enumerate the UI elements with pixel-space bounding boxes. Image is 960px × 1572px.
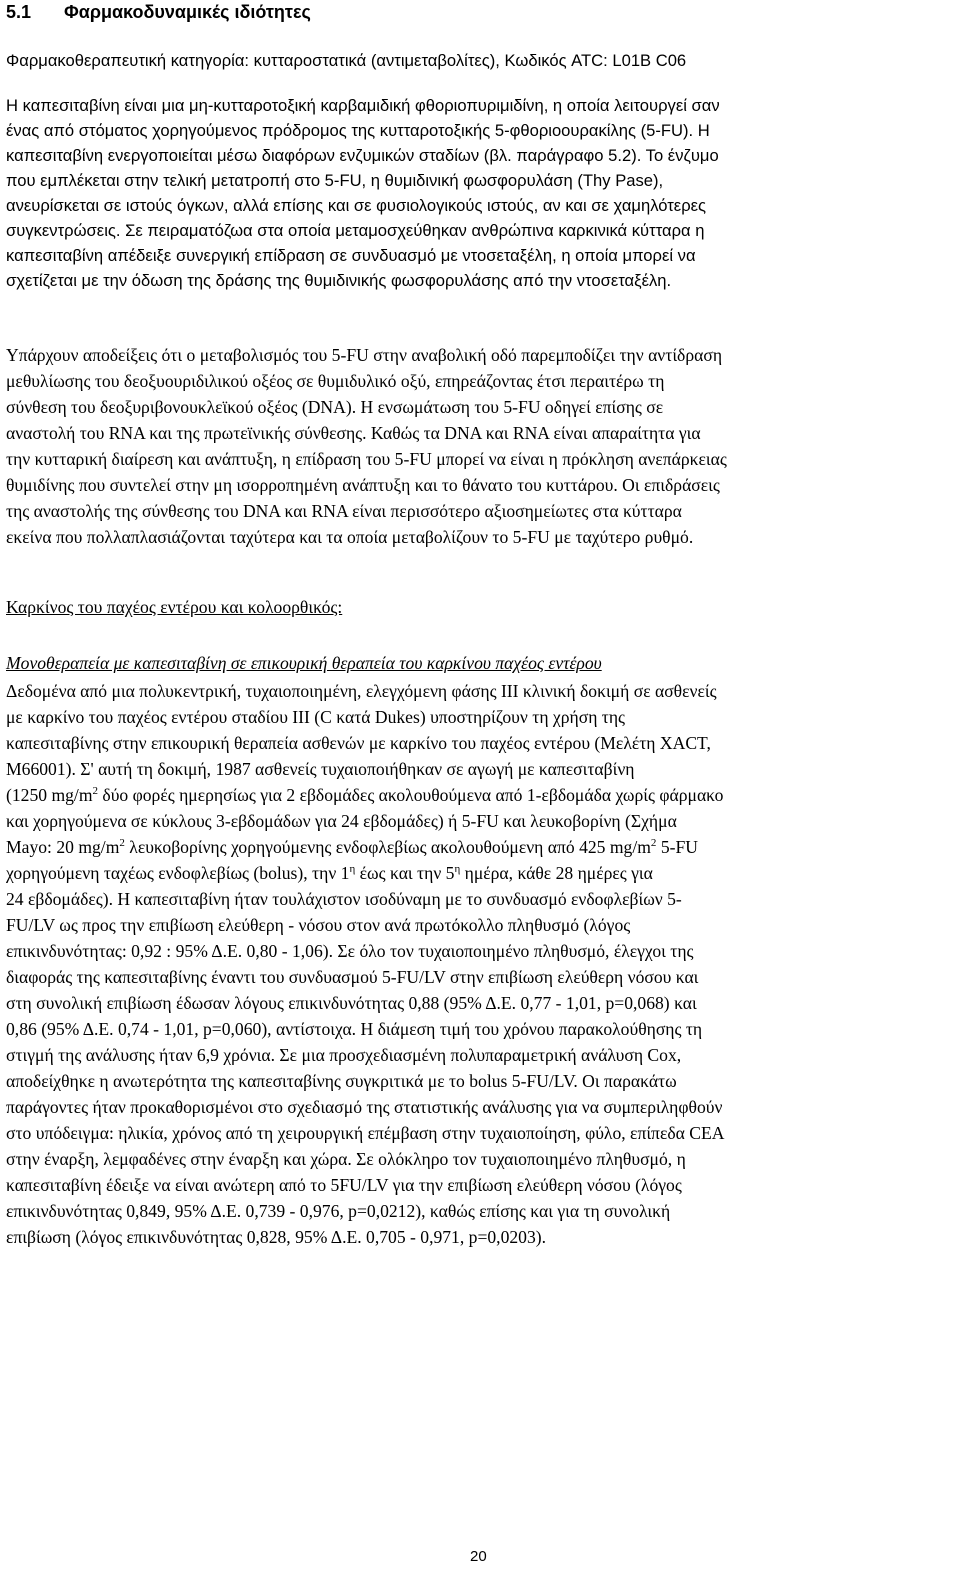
- paragraph-line: καπεσιταβίνης στην επικουρική θεραπεία ασθενών με καρκίνο του παχέος εντέρου (Μελέτη XACT,: [6, 733, 711, 753]
- paragraph-line: καπεσιταβίνη έδειξε να είναι ανώτερη από το 5FU/LV για την επιβίωση ελεύθερη νόσου (λόγος: [6, 1175, 682, 1195]
- section-number: 5.1: [6, 2, 32, 22]
- paragraph-line: που εμπλέκεται στην τελική μετατροπή στο 5-FU, η θυμιδινική φωσφορυλάση (Thy Pase),: [6, 171, 664, 190]
- paragraph-line: 24 εβδομάδες). Η καπεσιταβίνη ήταν τουλάχιστον ισοδύναμη με το συνδυασμό ενδοφλεβίων 5-: [6, 889, 682, 909]
- paragraph-line: στη συνολική επιβίωση έδωσαν λόγους επικινδυνότητας 0,88 (95% Δ.Ε. 0,77 - 1,01, p=0,068) και: [6, 993, 697, 1013]
- paragraph-line: ανευρίσκεται σε ιστούς όγκων, αλλά επίσης και σε φυσιολογικούς ιστούς, αν και σε χαμηλότερες: [6, 196, 707, 215]
- category-line: Φαρμακοθεραπευτική κατηγορία: κυτταροστατικά (αντιμεταβολίτες), Κωδικός ATC: L01B C06: [6, 51, 687, 70]
- paragraph-line: συγκεντρώσεις. Σε πειραματόζωα στα οποία μεταμοσχεύθηκαν ανθρώπινα καρκινικά κύτταρα η: [6, 221, 705, 240]
- paragraph-metabolism: [6, 342, 954, 550]
- section-title: Φαρμακοδυναμικές ιδιότητες: [64, 2, 311, 22]
- paragraph-line: της αναστολής της σύνθεσης του DNA και RNA είναι περισσότερο αξιοσημείωτες στα κύτταρα: [6, 501, 682, 521]
- paragraph-line: και χορηγούμενα σε κύκλους 3-εβδομάδων για 24 εβδομάδες) ή 5-FU και λευκοβορίνη (Σχήμα: [6, 811, 677, 831]
- paragraph-line: σχετίζεται με την όδωση της δράσης της θυμιδινικής φωσφορυλάσης από την ντοσεταξέλη.: [6, 271, 672, 290]
- paragraph-line: επιβίωση (λόγος επικινδυνότητας 0,828, 95% Δ.Ε. 0,705 - 0,971, p=0,0203).: [6, 1227, 547, 1247]
- paragraph-line: με καρκίνο του παχέος εντέρου σταδίου ΙΙΙ (C κατά Dukes) υποστηρίζουν τη χρήση της: [6, 707, 626, 727]
- paragraph-line: (1250 $mg/m^2$ δύο φορές ημερησίως για 2 εβδομάδες ακολουθούμενα από 1-εβδομάδα χωρίς φάρμακο: [6, 785, 724, 805]
- paragraph-mechanism: [6, 93, 954, 293]
- paragraph-xact-study: [6, 678, 954, 1250]
- paragraph-line: 0,86 (95% Δ.Ε. 0,74 - 1,01, p=0,060), αντίστοιχα. Η διάμεση τιμή του χρόνου παρακολούθησης τη: [6, 1019, 703, 1039]
- paragraph-line: στο υπόδειγμα: ηλικία, χρόνος από τη χειρουργική επέμβαση στην τυχαιοποίηση, φύλο, επίπεδα CEA: [6, 1123, 725, 1143]
- paragraph-line: την κυτταρική διαίρεση και ανάπτυξη, η επίδραση του 5-FU μπορεί να είναι η πρόκληση ανεπάρκειας: [6, 449, 727, 469]
- paragraph-line: καπεσιταβίνη απέδειξε συνεργική επίδραση σε συνδυασμό με ντοσεταξέλη, η οποία μπορεί να: [6, 246, 696, 265]
- paragraph-line: διαφοράς της καπεσιταβίνης έναντι του συνδυασμού 5-FU/LV στην επιβίωση ελεύθερη νόσου και: [6, 967, 699, 987]
- paragraph-line: στην έναρξη, λεμφαδένες στην έναρξη και χώρα. Σε ολόκληρο τον τυχαιοποιημένο πληθυσμό, η: [6, 1149, 686, 1169]
- subheading-colorectal: Καρκίνος του παχέος εντέρου και κολοορθικός:: [6, 597, 343, 617]
- paragraph-line: καπεσιταβίνη ενεργοποιείται μέσω διαφόρων ενζυμικών σταδίων (βλ. παράγραφο 5.2). Το ένζυμο: [6, 146, 719, 165]
- paragraph-line: εκείνα που πολλαπλασιάζονται ταχύτερα και τα οποία μεταβολίζουν το 5-FU με ταχύτερο ρυθμό.: [6, 527, 694, 547]
- paragraph-line: μεθυλίωσης του δεοξυουριδιλικού οξέος σε θυμιδυλικό οξύ, επηρεάζοντας έτσι περαιτέρω τη: [6, 371, 665, 391]
- study-heading: Μονοθεραπεία με καπεσιταβίνη σε επικουρική θεραπεία του καρκίνου παχέος εντέρου: [6, 653, 602, 673]
- paragraph-line: θυμιδίνης που συντελεί στην μη ισορροπημένη ανάπτυξη και το θάνατο του κυττάρου. Οι επιδράσεις: [6, 475, 720, 495]
- paragraph-line: επικινδυνότητας: 0,92 : 95% Δ.Ε. 0,80 - 1,06). Σε όλο τον τυχαιοποιημένο πληθυσμό, έλεγχοι της: [6, 941, 694, 961]
- paragraph-line: Δεδομένα από μια πολυκεντρική, τυχαιοποιημένη, ελεγχόμενη φάσης ΙΙΙ κλινική δοκιμή σε ασθενείς: [6, 681, 717, 701]
- paragraph-line: αποδείχθηκε η ανωτερότητα της καπεσιταβίνης συγκριτικά με το bolus 5-FU/LV. Οι παρακάτω: [6, 1071, 677, 1091]
- paragraph-line: Υπάρχουν αποδείξεις ότι ο μεταβολισμός του 5-FU στην αναβολική οδό παρεμποδίζει την αντίδραση: [6, 345, 723, 365]
- paragraph-line: παράγοντες ήταν προκαθορισμένοι στο σχεδιασμό της στατιστικής ανάλυσης για να συμπεριληφθούν: [6, 1097, 723, 1117]
- section-heading: [6, 0, 954, 24]
- paragraph-line: Η καπεσιταβίνη είναι μια μη-κυτταροτοξική καρβαμιδική φθοριοπυριμιδίνη, η οποία λειτουργεί σαν: [6, 96, 720, 115]
- paragraph-line: χορηγούμενη ταχέως ενδοφλεβίως (bolus), την $1^\eta$ έως και την $5^\eta$ ημέρα, κάθε 28 ημέρες για: [6, 863, 653, 883]
- paragraph-line: FU/LV ως προς την επιβίωση ελεύθερη - νόσου στον ανά πρωτόκολλο πληθυσμό (λόγος: [6, 915, 631, 935]
- paragraph-line: σύνθεση του δεοξυριβονουκλεϊκού οξέος (DNA). Η ενσωμάτωση του 5-FU οδηγεί επίσης σε: [6, 397, 664, 417]
- paragraph-line: M66001). Σ' αυτή τη δοκιμή, 1987 ασθενείς τυχαιοποιήθηκαν σε αγωγή με καπεσιταβίνη: [6, 759, 635, 779]
- paragraph-line: στιγμή της ανάλυσης ήταν 6,9 χρόνια. Σε μια προσχεδιασμένη πολυπαραμετρική ανάλυση Cox,: [6, 1045, 682, 1065]
- paragraph-line: Mayo: 20 $mg/m^2$ λευκοβορίνης χορηγούμενης ενδοφλεβίως ακολουθούμενη από 425 $mg/m^2$ 5-FU: [6, 837, 698, 857]
- paragraph-line: επικινδυνότητας 0,849, 95% Δ.Ε. 0,739 - 0,976, p=0,0212), καθώς επίσης και για τη συνολική: [6, 1201, 671, 1221]
- page-number: 20: [470, 1548, 487, 1565]
- paragraph-line: αναστολή του RNA και της πρωτεϊνικής σύνθεσης. Καθώς τα DNA και RNA είναι απαραίτητα για: [6, 423, 701, 443]
- paragraph-line: ένας από στόματος χορηγούμενος πρόδρομος της κυτταροτοξικής 5-φθοριοουρακίλης (5-FU). Η: [6, 121, 710, 140]
